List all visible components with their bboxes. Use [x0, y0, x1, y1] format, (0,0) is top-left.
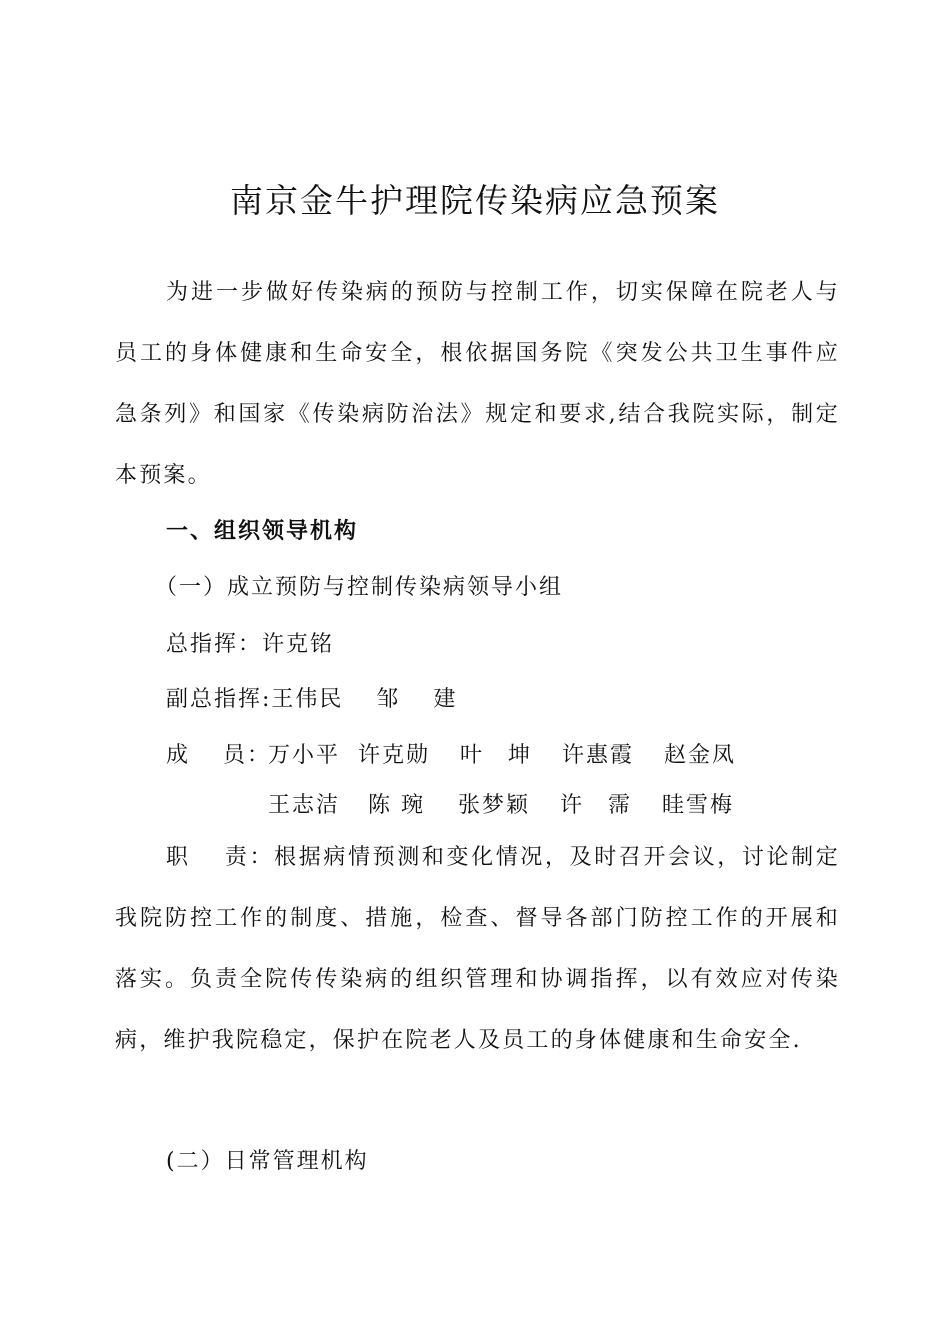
member-name: 许 霈 [560, 793, 633, 818]
member-name: 万小平 [268, 743, 341, 768]
subsection-heading-daily-management: (二）日常管理机构 [166, 1149, 369, 1174]
duty-paragraph: 职 责：根据病情预测和变化情况，及时召开会议，讨论制定我院防控工作的制度、措施，检查、督导各部门防控工作的开展和落实。负责全院传传染病的组织管理和协调指挥，以有效应对传染病，维护我院稳定，保护在院老人及员工的身体健康和生命安全. [115, 845, 840, 1053]
members-line-2 [268, 786, 734, 826]
section-heading-organization: 一、组织领导机构 [166, 519, 359, 544]
member-name: 眭雪梅 [662, 793, 735, 818]
member-name: 叶 坤 [460, 743, 533, 768]
page-title: 南京金牛护理院传染病应急预案 [230, 181, 720, 220]
intro-paragraph: 为进一步做好传染病的预防与控制工作，切实保障在院老人与员工的身体健康和生命安全，根依据国务院《突发公共卫生事件应急条列》和国家《传染病防治法》规定和要求,结合我院实际，制定本预案。 [115, 280, 840, 488]
member-name: 张梦颖 [458, 793, 531, 818]
member-name: 赵金凤 [664, 743, 737, 768]
member-name: 王志洁 [268, 793, 341, 818]
member-name: 许惠霞 [562, 743, 635, 768]
member-name: 许克勋 [358, 743, 431, 768]
members-label: 成 员： [166, 743, 271, 768]
member-name: 陈 琬 [368, 793, 425, 818]
subsection-heading-leadership-group: （一）成立预防与控制传染病领导小组 [155, 575, 564, 600]
members-line-1 [166, 736, 736, 776]
deputy-commander-line: 副总指挥:王伟民 邹 建 [166, 687, 458, 712]
commander-line: 总指挥：许克铭 [166, 632, 335, 657]
